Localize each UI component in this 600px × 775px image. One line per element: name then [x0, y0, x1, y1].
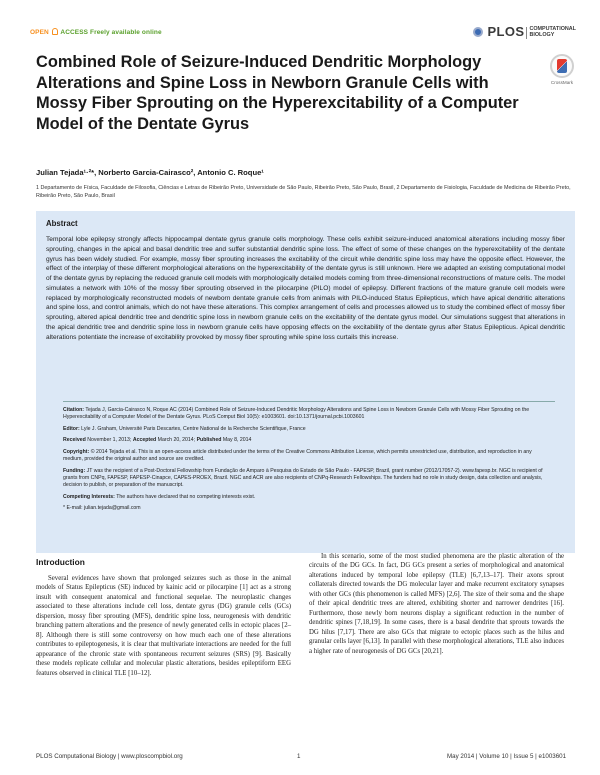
crossmark-label: CrossMark [550, 80, 574, 85]
abstract-divider [63, 401, 555, 402]
crossmark-icon [550, 54, 574, 78]
plos-logo-icon [473, 27, 483, 37]
copyright-line: Copyright: © 2014 Tejada et al. This is an open-access article distributed under the terms of the Creative Commons Attribution License, which permits unrestricted use, distribution, and reproduction in any medium, provided the original author and source are credited. [63, 448, 532, 463]
competing-interests-line: Competing Interests: The authors have declared that no competing interests exist. [63, 493, 256, 500]
crossmark-badge[interactable] [547, 54, 577, 98]
email-line[interactable]: * E-mail: julian.tejada@gmail.com [63, 505, 141, 512]
author-list: Julian Tejada¹·²*, Norberto Garcia-Cairasco², Antonio C. Roque¹ [36, 168, 264, 177]
citation-line: Citation: Tejada J, Garcia-Cairasco N, Roque AC (2014) Combined Role of Seizure-Induced Dendritic Morphology Alterations and Spine Loss in Newborn Granule Cells with Mossy Fiber Sprouting on the Hyperexcitability of a Computer Model of the Dentate Gyrus. PLoS Comput Biol 10(5): e1003601. doi:10.1371/journal.pcbi.1003601 [63, 407, 530, 421]
journal-subtitle: COMPUTATIONAL BIOLOGY [526, 27, 576, 38]
introduction-heading: Introduction [36, 557, 85, 567]
journal-brand: PLOS [487, 24, 525, 39]
affiliations: 1 Departamento de Física, Faculdade de Filosofia, Ciências e Letras de Ribeirão Preto, Universidade de São Paulo, Ribeirão Preto, São Paulo, Brasil, 2 Departamento de Fisiologia, Faculdade de Medicina de Ribeirão Preto, Ribeirão Preto, São Paulo, Brasil [36, 185, 571, 200]
journal-logo[interactable] [473, 23, 576, 41]
funding-line: Funding: JT was the recipient of a Post-Doctoral Fellowship from Fundação de Amparo à Pesquisa do Estado de São Paulo - FAPESP, Brazil, grant number (2012/17057-2). www.fapesp.br. NGC is recipient of grants from CNPq, FAPESP, FAPESP-Cinapce, CAPES-PROEX, Brazil. NGC and ACR are also recipients of CNPq-Research Fellowships. The funders had no role in study design, data collection and analysis, decision to publish, or preparation of the manuscript. [63, 467, 543, 489]
open-access-lock-icon [52, 28, 58, 35]
body-column-left: Several evidences have shown that prolonged seizures such as those in the animal models of Status Epilepticus (SE) induced by kainic acid or pilocarpine [1] act as a strong insult with consequent anatomical and functional sequelae. The neuroplastic changes associated to these alterations include cell loss, dentate gyrus (DG) granule cells (GCs) dispersion, mossy fiber sprouting (MFS), dendritic spine loss, neurogenesis with dendritic branching pattern alterations and the presence of newly generated cells in ectopic places [2–8]. Although there is still some controversy on how much each one of these alterations contributes to epileptogenesis, it is clear that multivariate interactions are needed for the full appearance of the chronic state with spontaneous recurrent seizures (SRS) [9]. Basically these models replicate cellular and molecular plastic alterations, besides epileptiform EEG features observed in clinical TLE [10–12]. [36, 575, 291, 677]
abstract-text: Temporal lobe epilepsy strongly affects hippocampal dentate gyrus granule cells morphology. These cells exhibit seizure-induced anatomical alterations including mossy fiber sprouting, changes in the apical and basal dendritic tree and suffer substantial dendritic spine loss. The effect of some of these changes on the hyperexcitability of the dentate gyrus has been widely studied. For example, mossy fiber sprouting increases the excitability of the circuit while dendritic spine loss may have the opposite effect. However, the effect of the interplay of these different morphological alterations on the hyperexcitability of the dentate gyrus is still unknown. Here we adapted an existing computational model of the dentate gyrus by replacing the reduced granule cell models with morphologically detailed models coming from three-dimensional reconstructions of mature cells. The model simulates a network with 10% of the mossy fiber sprouting observed in the pilocarpine (PILO) model of epilepsy. Different fractions of the mature granule cell models were replaced by morphologically reconstructed models of newborn dentate granule cells from animals with PILO-induced Status Epilepticus, which have apical dendritic alterations and spine loss, and control animals, which do not have these alterations. This complex arrangement of cells and processes allowed us to study the combined effect of mossy fiber sprouting, altered apical dendritic tree and dendritic spine loss in newborn granule cells on the excitability of the dentate gyrus model. Our simulations suggest that alterations in the apical dendritic tree and dendritic spine loss in newborn granule cells have opposing effects on the excitability of the dentate gyrus after Status Epilepticus. Apical dendritic alterations potentiate the increase of excitability provoked by mossy fiber sprouting while spine loss curtails this increase. [46, 236, 565, 341]
page-number: 1 [297, 753, 301, 760]
footer-issue: May 2014 | Volume 10 | Issue 5 | e1003601 [447, 753, 567, 760]
open-access-badge: OPEN ACCESS Freely available online [30, 29, 162, 36]
article-title: Combined Role of Seizure-Induced Dendritic Morphology Alterations and Spine Loss in Newborn Granule Cells with Mossy Fiber Sprouting on the Hyperexcitability of a Computer Model of the Dentate Gyrus [36, 53, 519, 133]
article-metadata [63, 407, 553, 517]
footer-journal: PLOS Computational Biology | www.ploscompbiol.org [36, 753, 183, 760]
body-column-right: In this scenario, some of the most studied phenomena are the plastic alteration of the circuits of the DG GCs. In fact, DG GCs present a series of morphological and anatomical alterations induced by temporal lobe epilepsy (TLE) [6,7,13–17]. Their axons sprout collaterals directed towards the DG molecular layer and make recurrent excitatory synapses with other GCs (this phenomenon is called MFS) [2,6]. The size of their soma and the shape of their apical dendritic trees are altered, exhibiting shorter and narrower dendrites [16]. Furthermore, those newly born neurons display a significant reduction in the number of dendritic spines [7,18,19]. In some cases, there is a basal dendrite that sprouts towards the DG hilus [7,17]. There are also GCs that migrate to ectopic places such as the hilus and granular cells layer [6,13]. In parallel with these morphological alterations, TLE also induces a higher rate of neurogenesis of DG GCs [20,21]. [309, 553, 564, 655]
dates-line: Received November 1, 2013; Accepted March 20, 2014; Published May 8, 2014 [63, 437, 252, 444]
editor-line: Editor: Lyle J. Graham, Université Paris Descartes, Centre National de la Recherche Scientifique, France [63, 425, 306, 432]
abstract-box [36, 211, 575, 553]
abstract-heading: Abstract [46, 219, 78, 228]
